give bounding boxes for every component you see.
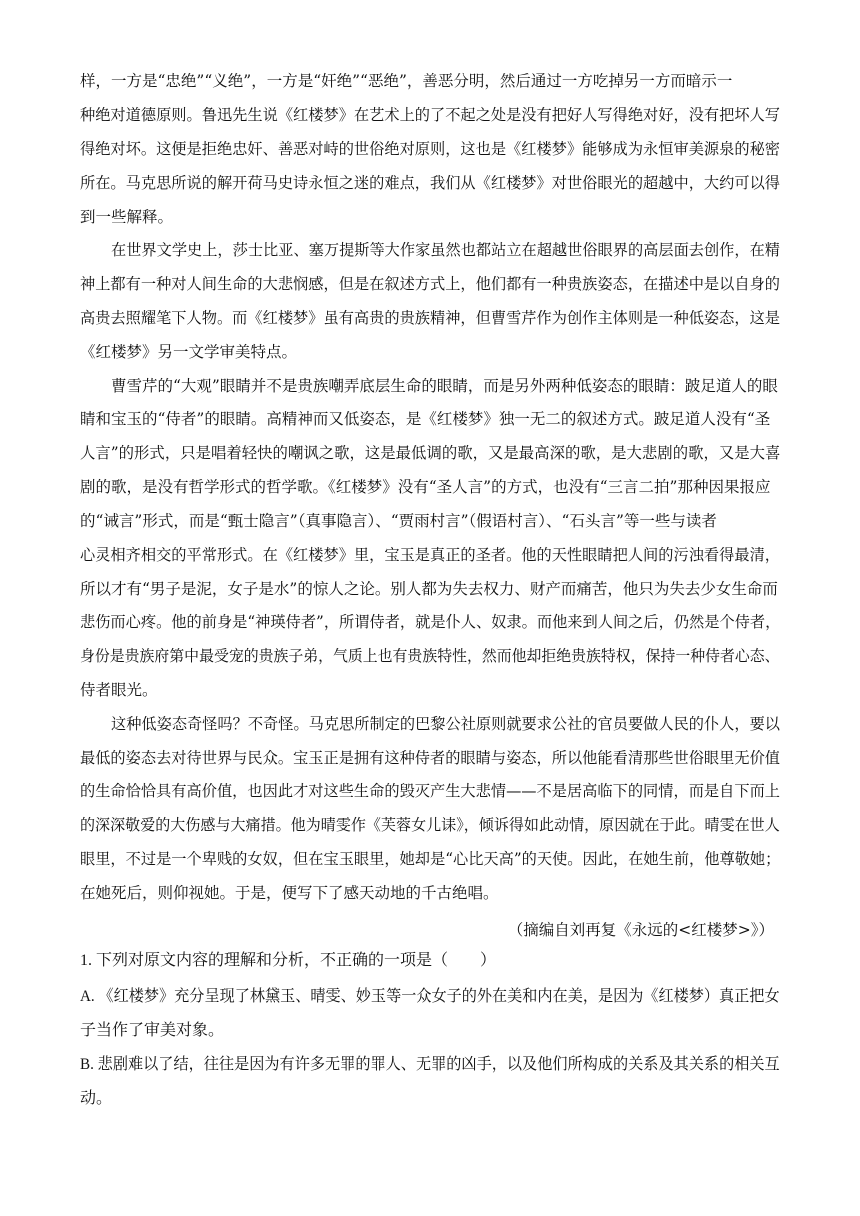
paragraph-4-line-3: 的生命恰恰具有高价值，也因此才对这些生命的毁灭产生大悲情——不是居高临下的同情，而是自下而上 <box>80 782 781 800</box>
paragraph-3-line-5: 的“诫言”形式，而是“甄士隐言”（真事隐言）、“贾雨村言”（假语村言）、“石头言”等一些与读者 <box>80 512 717 530</box>
paragraph-4-line-2: 最低的姿态去对待世界与民众。宝玉正是拥有这种侍者的眼睛与姿态，所以他能看清那些世俗眼里无价值 <box>80 749 781 767</box>
paragraph-3-line-4: 剧的歌，是没有哲学形式的哲学歌。《红楼梦》没有“圣人言”的方式，也没有“三言二拍”那种因果报应 <box>80 478 771 496</box>
paragraph-1-line-4: 所在。马克思所说的解开荷马史诗永恒之迷的难点，我们从《红楼梦》对世俗眼光的超越中，大约可以得 <box>80 174 781 192</box>
source-citation: （摘编自刘再复《永远的<红楼梦>》） <box>507 921 774 939</box>
paragraph-4-line-5: 眼里，不过是一个卑贱的女奴，但在宝玉眼里，她却是“心比天高”的天使。因此，在她生前，他尊敬她； <box>80 850 781 868</box>
paragraph-3-line-3: 人言”的形式，只是唱着轻快的嘲讽之歌，这是最低调的歌，又是最高深的歌，是大悲剧的歌，又是大喜 <box>80 444 781 462</box>
option-b-line-2: 动。 <box>80 1090 113 1107</box>
option-a-line-2: 子当作了审美对象。 <box>80 1022 225 1039</box>
paragraph-3-line-2: 睛和宝玉的“侍者”的眼睛。高精神而又低姿态，是《红楼梦》独一无二的叙述方式。跛足道人没有“圣 <box>80 410 771 428</box>
paragraph-2-line-4: 《红楼梦》另一文学审美特点。 <box>80 343 298 361</box>
paragraph-3-line-1: 曹雪芹的“大观”眼睛并不是贵族嘲弄底层生命的眼睛，而是另外两种低姿态的眼睛：跛足道人的眼 <box>111 377 778 395</box>
paragraph-3-line-8: 悲伤而心疼。他的前身是“神瑛侍者”，所谓侍者，就是仆人、奴隶。而他来到人间之后，仍然是个侍者， <box>80 613 781 631</box>
paragraph-3-line-9: 身份是贵族府第中最受宠的贵族子弟，气质上也有贵族特性，然而他却拒绝贵族特权，保持一种侍者心态、 <box>80 647 780 665</box>
paragraph-4-line-1: 这种低姿态奇怪吗？不奇怪。马克思所制定的巴黎公社原则就要求公社的官员要做人民的仆人，要以 <box>111 715 781 733</box>
paragraph-2-line-2: 神上都有一种对人间生命的大悲悯感，但是在叙述方式上，他们都有一种贵族姿态，在描述中是以自身的 <box>80 275 781 293</box>
paragraph-3-line-6: 心灵相齐相交的平常形式。在《红楼梦》里，宝玉是真正的圣者。他的天性眼睛把人间的污浊看得最清， <box>80 546 781 564</box>
paragraph-3-line-10: 侍者眼光。 <box>80 681 158 699</box>
paragraph-1-line-1: 样，一方是“忠绝”“义绝”，一方是“奸绝”“恶绝”，善恶分明，然后通过一方吃掉另一方而暗示一 <box>80 72 733 90</box>
paragraph-3-line-7: 所以才有“男子是泥，女子是水”的惊人之论。别人都为失去权力、财产而痛苦，他只为失去少女生命而 <box>80 580 778 598</box>
paragraph-1-line-5: 到一些解释。 <box>80 208 174 226</box>
paragraph-2-line-1: 在世界文学史上，莎士比亚、塞万提斯等大作家虽然也都站立在超越世俗眼界的高层面去创作，在精 <box>111 241 781 259</box>
paragraph-4-line-4: 的深深敬爱的大伤感与大痛措。他为晴雯作《芙蓉女儿诔》，倾诉得如此动情，原因就在于此。晴雯在世人 <box>80 816 780 834</box>
paragraph-1-line-3: 得绝对坏。这便是拒绝忠奸、善恶对峙的世俗绝对原则，这也是《红楼梦》能够成为永恒审美源泉的秘密 <box>80 140 781 158</box>
option-a-line-1: A. 《红楼梦》充分呈现了林黛玉、晴雯、妙玉等一众女子的外在美和内在美，是因为《红楼梦）真正把女 <box>80 988 780 1005</box>
paragraph-1-line-2: 种绝对道德原则。鲁迅先生说《红楼梦》在艺术上的了不起之处是没有把好人写得绝对好，没有把坏人写 <box>80 106 781 124</box>
option-b-line-1: B. 悲剧难以了结，往往是因为有许多无罪的罪人、无罪的凶手，以及他们所构成的关系及其关系的相关互 <box>80 1056 780 1073</box>
paragraph-2-line-3: 高贵去照耀笔下人物。而《红楼梦》虽有高贵的贵族精神，但曹雪芹作为创作主体则是一种低姿态，这是 <box>80 309 781 327</box>
paragraph-4-line-6: 在她死后，则仰视她。于是，便写下了感天动地的千古绝唱。 <box>80 884 499 902</box>
question-1-stem: 1. 下列对原文内容的理解和分析，不正确的一项是（ ） <box>80 952 497 969</box>
